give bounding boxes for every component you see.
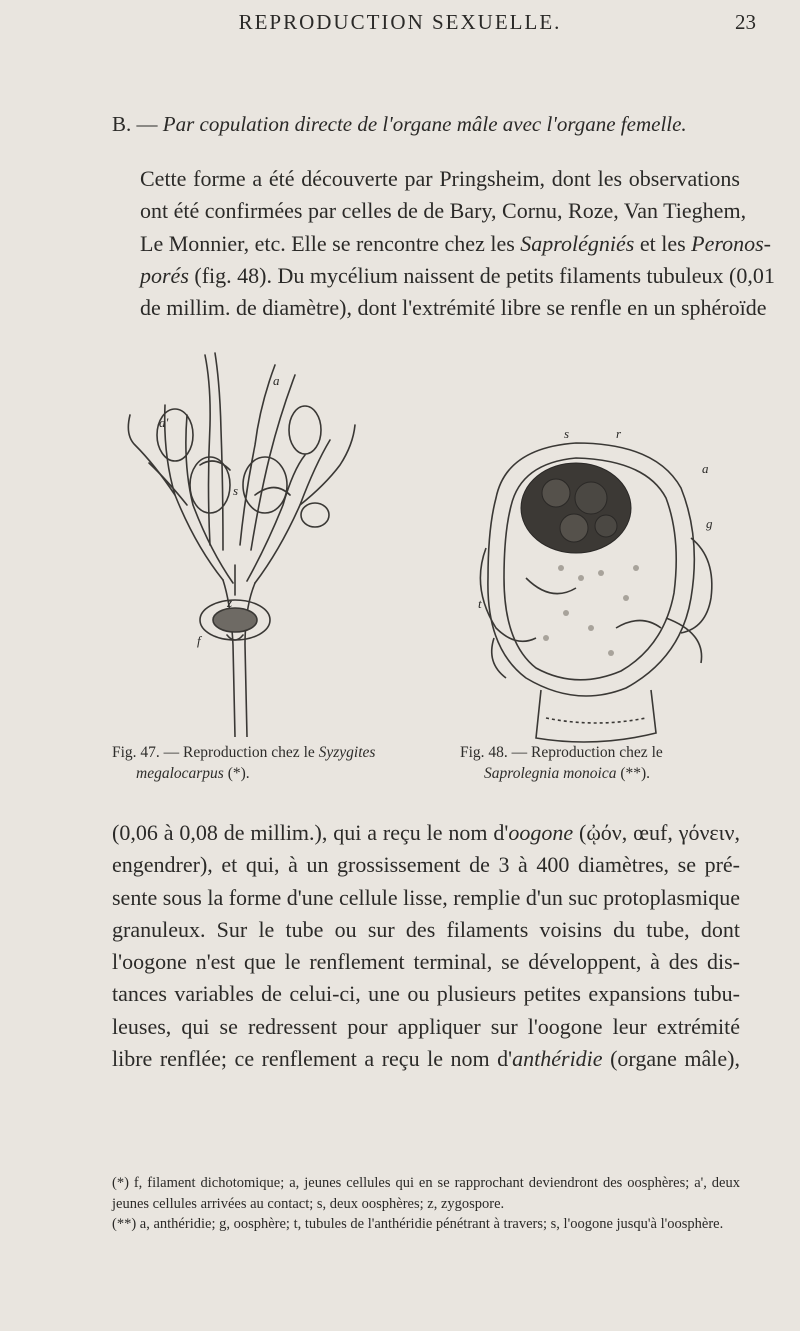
caption-taxon: Syzygites	[318, 744, 376, 761]
caption-line-2	[460, 763, 750, 784]
paragraph-1	[112, 163, 775, 324]
caption-text: Fig. 48. — Reproduction chez le	[460, 744, 663, 761]
fig48-label-r: r	[616, 428, 622, 441]
text-run: (0,06 à 0,08 de millim.), qui a reçu le nom d'	[112, 820, 509, 845]
text-run: Le Monnier, etc. Elle se rencontre chez les	[140, 230, 521, 256]
section-heading	[112, 112, 687, 137]
para1-line-2: ont été confirmées par celles de de Bary, Cornu, Roze, Van Tieghem,	[140, 198, 747, 224]
section-label: B. —	[112, 112, 163, 136]
para2-line-8	[112, 1043, 740, 1075]
fig47-label-z: z	[227, 595, 233, 610]
para1-line-5: de millim. de diamètre), dont l'extrémité libre se renfle en un sphéroïde	[140, 295, 767, 321]
caption-text: (*).	[223, 765, 250, 782]
para2-line-2: engendrer), et qui, à un grossissement de 3 à 400 diamètres, se pré-	[112, 852, 740, 878]
footnote-2: (**) a, anthéridie; g, oosphère; t, tubules de l'anthéridie pénétrant à travers; s, l'oogone jusqu'à l'oosphère.	[112, 1216, 724, 1232]
figure-47-caption	[112, 742, 442, 784]
footnotes	[112, 1173, 740, 1235]
section-title: Par copulation directe de l'organe mâle avec l'organe femelle.	[162, 112, 687, 136]
fig48-label-g: g	[706, 516, 713, 531]
fig47-label-a: a	[273, 373, 280, 388]
taxon-name: Saprolégniés	[520, 230, 635, 256]
caption-taxon: megalocarpus	[136, 765, 224, 782]
taxon-name: Peronos-	[691, 230, 772, 256]
para2-line-7: leuses, qui se redressent pour appliquer sur l'oogone leur extrémité	[112, 1013, 740, 1039]
figure-47-illustration	[115, 345, 365, 737]
term: anthéridie	[512, 1046, 603, 1072]
para2-line-6: tances variables de celui-ci, une ou plusieurs petites expansions tubu-	[112, 981, 740, 1007]
footnote-1: (*) f, filament dichotomique; a, jeunes cellules qui en se rapprochant deviendront des oosphères; a', deux jeunes cellules arrivées au contact; s, deux oosphères; z, zygospore.	[112, 1175, 740, 1212]
running-head	[0, 10, 800, 38]
fig47-label-a-prime: a'	[159, 415, 169, 430]
text-run: (ᾠόν, œuf, γόνειν,	[573, 820, 740, 845]
para1-line-1: Cette forme a été découverte par Pringsheim, dont les observations	[140, 166, 740, 191]
page-number: 23	[735, 10, 756, 34]
text-run: (organe mâle),	[602, 1046, 740, 1072]
figure-48-illustration	[466, 428, 726, 748]
fig48-label-a: a	[702, 461, 709, 476]
figure-48-caption	[460, 742, 750, 784]
fig47-label-f: f	[197, 633, 201, 648]
term: oogone	[508, 820, 574, 845]
para2-line-3: sente sous la forme d'une cellule lisse, remplie d'un suc protoplasmique	[112, 884, 741, 910]
caption-line-2	[112, 763, 442, 784]
text-run: (fig. 48). Du mycélium naissent de petits filaments tubuleux (0,01	[188, 262, 775, 288]
caption-taxon: Saprolegnia monoica	[484, 765, 617, 782]
para2-line-1	[112, 817, 740, 849]
text-run: libre renflée; ce renflement a reçu le nom d'	[112, 1046, 513, 1072]
fig47-label-s: s	[233, 483, 239, 498]
para1-line-3	[112, 228, 772, 260]
taxon-name: porés	[140, 262, 189, 288]
para2-line-5: l'oogone n'est que le renflement terminal, se développent, à des dis-	[112, 949, 740, 975]
para1-line-4	[112, 260, 775, 292]
caption-text: Fig. 47. — Reproduction chez le	[112, 744, 319, 761]
caption-text: (**).	[616, 765, 651, 782]
paragraph-2	[112, 817, 740, 1075]
text-run: et les	[634, 230, 692, 256]
fig48-label-s: s	[564, 428, 570, 441]
running-title: REPRODUCTION SEXUELLE.	[238, 10, 562, 34]
para2-line-4: granuleux. Sur le tube ou sur des filaments voisins du tube, dont	[112, 916, 740, 942]
fig48-label-t: t	[478, 596, 482, 611]
